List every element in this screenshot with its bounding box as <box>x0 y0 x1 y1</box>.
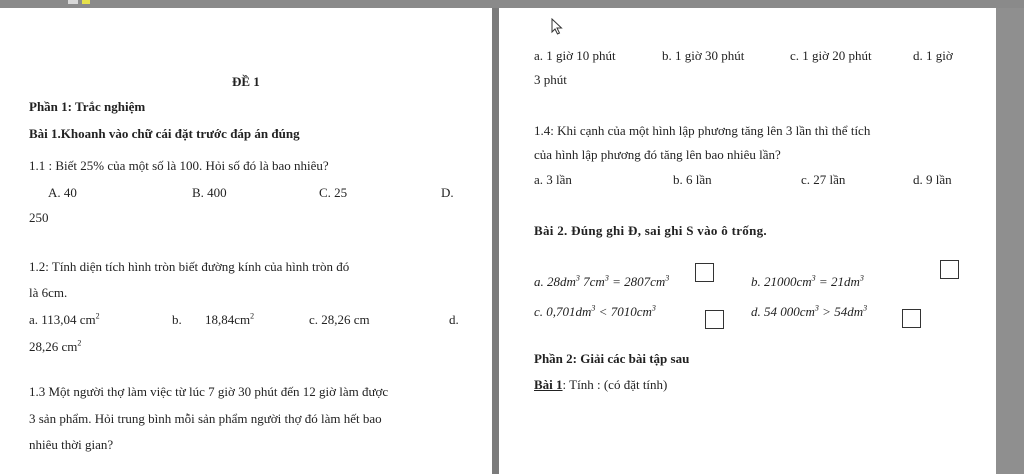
q12-option-b-label: b. <box>172 312 182 327</box>
bai1-heading: Bài 1.Khoanh vào chữ cái đặt trước đáp án đúng <box>29 126 300 141</box>
q13-answer-c: c. 1 giờ 20 phút <box>790 48 872 63</box>
question-1-4-line1: 1.4: Khi cạnh của một hình lập phương tăng lên 3 lần thì thể tích <box>534 123 871 138</box>
q13-answer-d-cont: 3 phút <box>534 72 567 87</box>
q12-option-d: d. <box>449 312 459 327</box>
exam-title: ĐỀ 1 <box>232 74 260 89</box>
toolbar-mark-yellow <box>82 0 90 4</box>
question-1-2-line1: 1.2: Tính diện tích hình tròn biết đường kính của hình tròn đó <box>29 259 350 274</box>
scroll-gutter <box>996 8 1024 474</box>
question-1-4-line2: của hình lập phương đó tăng lên bao nhiêu lần? <box>534 147 781 162</box>
question-1-2-line2: là 6cm. <box>29 285 68 300</box>
bai2-item-a: a. $28dm^3$ $7cm^3 = 2807cm^3$ <box>534 273 670 289</box>
q11-option-b: B. 400 <box>192 185 227 200</box>
q14-option-b: b. 6 lần <box>673 172 712 187</box>
bai2-item-b: b. $21000cm^3 = 21dm^3$ <box>751 273 864 289</box>
part2-bai1: Bài 1: Tính : (có đặt tính) <box>534 377 668 392</box>
question-1-3-line1: 1.3 Một người thợ làm việc từ lúc 7 giờ 30 phút đến 12 giờ làm được <box>29 384 389 399</box>
q12-option-c: c. 28,26 cm <box>309 312 370 327</box>
q13-answer-d: d. 1 giờ <box>913 48 953 63</box>
q14-option-a: a. 3 lần <box>534 172 572 187</box>
bai2-item-d: d. 54 $000cm^3 > 54dm^3$ <box>751 303 868 319</box>
question-1-3-line3: nhiêu thời gian? <box>29 437 114 452</box>
q13-answer-b: b. 1 giờ 30 phút <box>662 48 745 63</box>
question-1-3-line2: 3 sản phẩm. Hỏi trung bình mỗi sản phẩm người thợ đó làm hết bao <box>29 411 382 426</box>
q13-answer-a: a. 1 giờ 10 phút <box>534 48 616 63</box>
toolbar-strip <box>0 0 1024 8</box>
bai2-item-c: c. $0,701dm^3 < 7010cm^3$ <box>534 303 656 319</box>
q11-option-d-value: 250 <box>29 210 49 225</box>
q12-option-a: a. 113,04 $cm^2$ <box>29 311 100 327</box>
q12-option-d-value: 28,26 $cm^2$ <box>29 338 82 354</box>
bai2-heading: Bài 2. Đúng ghi Đ, sai ghi S vào ô trống. <box>534 223 767 238</box>
q14-option-d: d. 9 lần <box>913 172 952 187</box>
document-page-right <box>499 8 996 474</box>
part1-heading: Phần 1: Trắc nghiệm <box>29 99 146 114</box>
q14-option-c: c. 27 lần <box>801 172 846 187</box>
q11-option-a: A. 40 <box>48 185 77 200</box>
q11-option-c: C. 25 <box>319 185 348 200</box>
q12-option-b-value: $18,84cm^2$ <box>205 311 255 327</box>
part2-heading: Phần 2: Giải các bài tập sau <box>534 351 690 366</box>
document-page-left <box>0 8 492 474</box>
q11-option-d: D. <box>441 185 454 200</box>
answer-box-a[interactable] <box>695 263 714 282</box>
mouse-cursor-icon <box>551 18 563 35</box>
answer-box-c[interactable] <box>705 310 724 329</box>
answer-box-d[interactable] <box>902 309 921 328</box>
question-1-1: 1.1 : Biết 25% của một số là 100. Hỏi số đó là bao nhiêu? <box>29 158 329 173</box>
toolbar-mark <box>68 0 78 4</box>
answer-box-b[interactable] <box>940 260 959 279</box>
